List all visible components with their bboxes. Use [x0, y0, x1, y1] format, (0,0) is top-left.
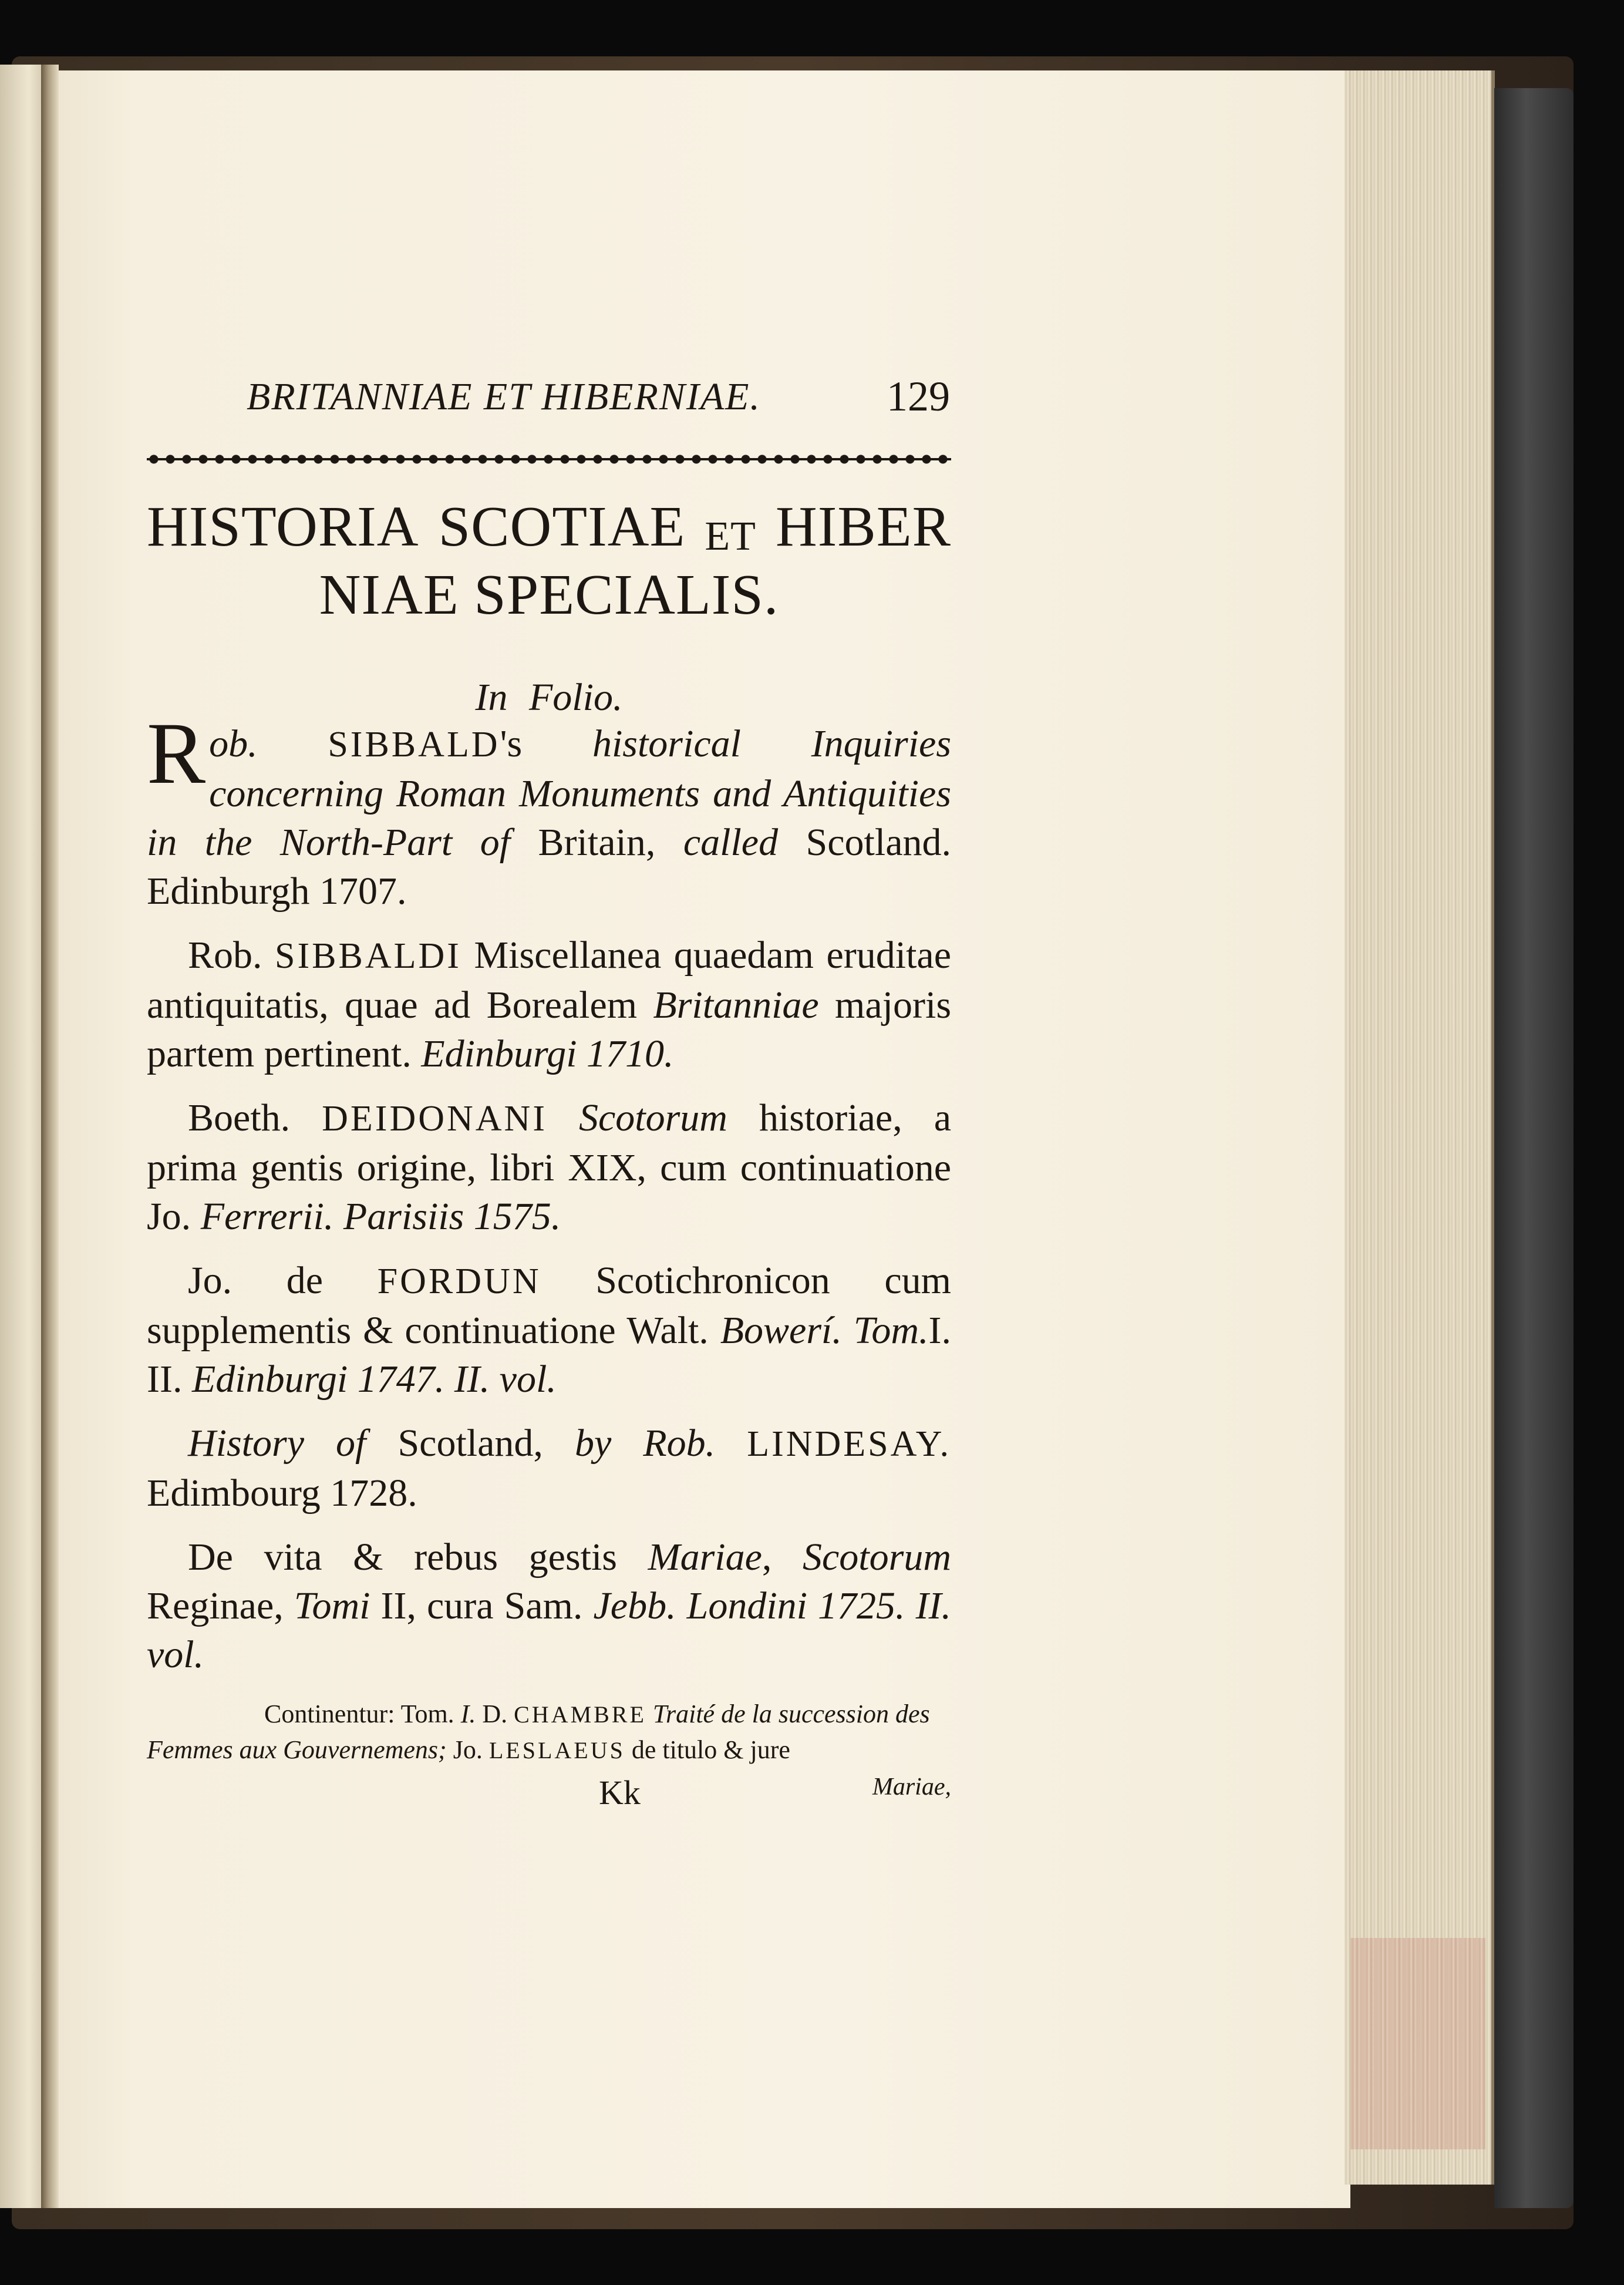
footnote: Continentur: Tom. I. D. CHAMBRE Traité de la succession des Femmes aux Gouvernemens; Jo. LESLAEUS de titulo & jure: [147, 1700, 930, 1764]
signature-line: [147, 1773, 951, 1812]
page-number: 129: [887, 373, 950, 420]
section-heading: [147, 493, 951, 629]
heading-word: SCOTIAE: [438, 495, 686, 558]
entry-fordun: Jo. de FORDUN Scotichronicon cum supplementis & continuatione Walt. Bowerí. Tom.I. II. Edinburgi 1747. II. vol.: [147, 1259, 952, 1401]
heading-line-2: NIAE SPECIALIS.: [319, 563, 779, 627]
entry-lindesay: History of Scotland, by Rob. LINDESAY. Edimbourg 1728.: [147, 1422, 952, 1515]
entry-jebb: De vita & rebus gestis Mariae, Scotorum Reginae, Tomi II, cura Sam. Jebb. Londini 1725. II. vol.: [147, 1536, 952, 1676]
back-board: [1494, 88, 1574, 2208]
gutter: [41, 65, 59, 2208]
heading-word: HIBER: [776, 495, 951, 558]
facing-page-edge: [0, 65, 41, 2208]
page-block-fore-edge: [1345, 70, 1495, 2185]
drop-cap: R: [147, 705, 206, 802]
heading-word: ET: [705, 514, 756, 560]
format-heading: In Folio.: [475, 676, 623, 719]
bibliography-entries: [147, 705, 952, 1812]
running-head: [147, 364, 951, 423]
entry-sibbaldi-miscellanea: Rob. SIBBALDI Miscellanea quaedam eruditae antiquitatis, quae ad Borealem Britanniae majoris partem pertinent. Edinburgi 1710.: [147, 934, 952, 1075]
running-head-title: BRITANNIAE ET HIBERNIAE.: [247, 375, 761, 418]
head-ornament: [147, 446, 951, 472]
signature-mark: Kk: [599, 1774, 641, 1812]
entry-deidonani: Boeth. DEIDONANI Scotorum historiae, a prima gentis origine, libri XIX, cum continuatione Jo. Ferrerii. Parisiis 1575.: [147, 1096, 952, 1238]
heading-word: HISTORIA: [147, 495, 419, 558]
entry-sibbald-inquiries: Rob. SIBBALD's historical Inquiries concerning Roman Monuments and Antiquities in the North-Part of Britain, called Scotland. Edinburgh 1707.: [147, 705, 952, 913]
red-edge-tint: [1350, 1938, 1485, 2149]
catchword: Mariae,: [872, 1774, 951, 1801]
